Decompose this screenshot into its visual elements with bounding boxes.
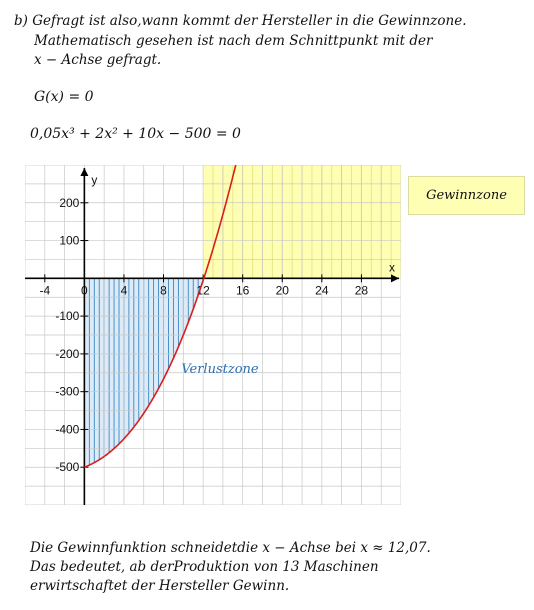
y-tick-label: -300 — [55, 384, 80, 399]
x-tick-label: -4 — [39, 283, 51, 298]
conclusion-line-2: Das bedeutet, ab derProduktion von 13 Maschinen — [30, 559, 379, 575]
loss-zone-label: Verlustzone — [181, 361, 259, 377]
x-tick-label: 8 — [160, 283, 167, 298]
x-tick-label: 12 — [196, 283, 210, 298]
equation-g-zero: G(x) = 0 — [34, 89, 94, 105]
x-tick-label: 28 — [354, 283, 369, 298]
x-tick-label: 16 — [236, 283, 250, 298]
gain-zone-label: Gewinnzone — [408, 176, 525, 215]
conclusion-line-3: erwirtschaftet der Hersteller Gewinn. — [30, 578, 290, 594]
x-tick-label: 4 — [120, 283, 128, 298]
y-tick-label: -100 — [55, 309, 80, 324]
y-tick-label: -400 — [55, 422, 80, 437]
y-axis-label: y — [91, 173, 98, 187]
x-axis-label: x — [389, 260, 395, 275]
x-tick-label: 0 — [81, 283, 88, 298]
y-tick-label: 200 — [59, 195, 80, 210]
question-line-2: Mathematisch gesehen ist nach dem Schnittpunkt mit der — [34, 33, 433, 49]
y-tick-label: -200 — [55, 346, 80, 361]
x-tick-label: 20 — [275, 283, 289, 298]
question-line-3: x − Achse gefragt. — [34, 52, 162, 68]
conclusion-line-1: Die Gewinnfunktion schneidetdie x − Achse bei x ≈ 12,07. — [30, 540, 431, 556]
y-tick-label: -500 — [55, 460, 80, 475]
x-tick-label: 24 — [315, 283, 329, 298]
profit-function-chart — [25, 165, 401, 505]
question-line-1: b) Gefragt ist also,wann kommt der Hersteller in die Gewinnzone. — [14, 13, 467, 29]
y-tick-label: 100 — [59, 233, 80, 248]
y-axis-arrow — [80, 168, 88, 176]
equation-polynomial: 0,05x³ + 2x² + 10x − 500 = 0 — [30, 126, 241, 142]
